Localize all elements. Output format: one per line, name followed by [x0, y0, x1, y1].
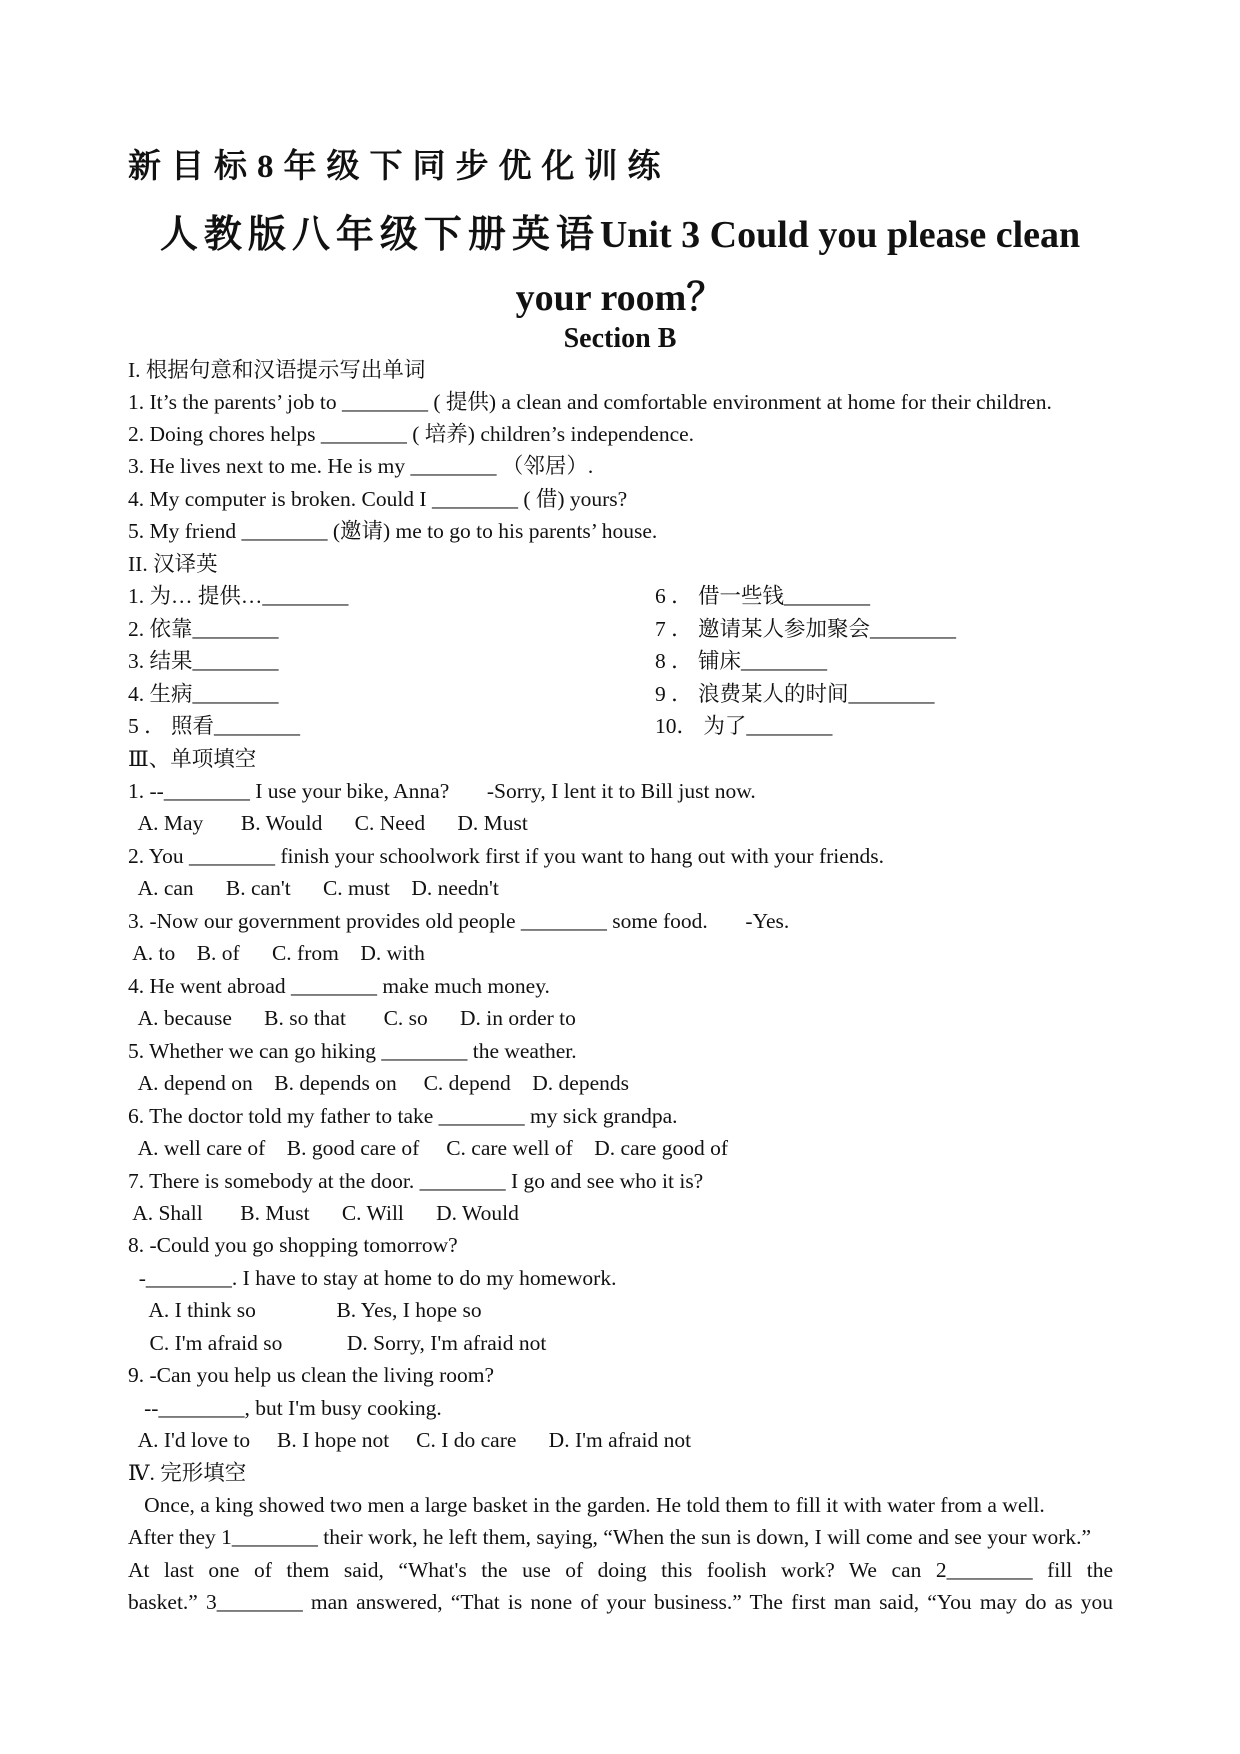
answer-options: A. to B. of C. from D. with: [128, 941, 425, 965]
question-stem: 7. There is somebody at the door. ________ I go and see who it is?: [128, 1169, 704, 1193]
passage-line: After they 1________ their work, he left them, saying, “When the sun is down, I will come and see your work.”: [128, 1525, 1092, 1549]
title-english: Unit 3 Could you please clean: [599, 214, 1081, 256]
part1-item: 5. My friend ________ (邀请) me to go to his parents’ house.: [128, 519, 658, 543]
answer-options: A. I think so B. Yes, I hope so: [128, 1298, 482, 1322]
passage-line: Once, a king showed two men a large basket in the garden. He told them to fill it with water from a well.: [128, 1493, 1045, 1517]
question-stem: 2. You ________ finish your schoolwork first if you want to hang out with your friends.: [128, 844, 885, 868]
part2-item-right: 9 ． 浪费某人的时间________: [655, 682, 935, 706]
part1-heading: I. 根据句意和汉语提示写出单词: [128, 358, 426, 382]
section-label: Section B: [563, 323, 677, 354]
question-stem: 6. The doctor told my father to take ________ my sick grandpa.: [128, 1104, 678, 1128]
series-title: 新目标8年级下同步优化训练: [128, 149, 671, 185]
answer-options: A. because B. so that C. so D. in order to: [128, 1006, 576, 1030]
part2-item-left: 1. 为… 提供…________: [128, 584, 349, 608]
passage-line: basket.” 3________ man answered, “That is none of your business.” The first man said, “You may do as you: [128, 1590, 1113, 1614]
page-title-line2: your room？: [515, 277, 725, 319]
part1-item: 3. He lives next to me. He is my ________ （邻居）.: [128, 454, 594, 478]
question-stem: 1. --________ I use your bike, Anna? -Sorry, I lent it to Bill just now.: [128, 779, 756, 803]
part2-item-right: 10． 为了________: [655, 714, 833, 738]
part1-item: 4. My computer is broken. Could I ________ ( 借) yours?: [128, 487, 628, 511]
part3-heading: Ⅲ、单项填空: [128, 747, 257, 771]
question-stem: 5. Whether we can go hiking ________ the weather.: [128, 1039, 577, 1063]
answer-options: A. Shall B. Must C. Will D. Would: [128, 1201, 519, 1225]
part2-item-left: 2. 依靠________: [128, 617, 279, 641]
answer-options: A. depend on B. depends on C. depend D. depends: [128, 1071, 629, 1095]
part2-heading: II. 汉译英: [128, 552, 218, 576]
passage-line: At last one of them said, “What's the use of doing this foolish work? We can 2________ fill the: [128, 1558, 1113, 1582]
question-stem: 8. -Could you go shopping tomorrow?: [128, 1233, 458, 1257]
answer-options: A. May B. Would C. Need D. Must: [128, 811, 528, 835]
part4-heading: Ⅳ. 完形填空: [128, 1461, 247, 1485]
part1-item: 1. It’s the parents’ job to ________ ( 提供) a clean and comfortable environment at home for their children.: [128, 390, 1052, 414]
part2-item-left: 4. 生病________: [128, 682, 279, 706]
part2-item-left: 5 ． 照看________: [128, 714, 301, 738]
question-stem: --________, but I'm busy cooking.: [128, 1396, 442, 1420]
part2-item-right: 6 ． 借一些钱________: [655, 584, 871, 608]
part1-item: 2. Doing chores helps ________ ( 培养) children’s independence.: [128, 422, 695, 446]
part2-item-right: 8 ． 铺床________: [655, 649, 828, 673]
part2-item-left: 3. 结果________: [128, 649, 279, 673]
question-stem: 3. -Now our government provides old people ________ some food. -Yes.: [128, 909, 790, 933]
answer-options: A. can B. can't C. must D. needn't: [128, 876, 499, 900]
answer-options: C. I'm afraid so D. Sorry, I'm afraid not: [128, 1331, 547, 1355]
part2-item-right: 7 ． 邀请某人参加聚会________: [655, 617, 957, 641]
question-stem: 4. He went abroad ________ make much money.: [128, 974, 550, 998]
answer-options: A. well care of B. good care of C. care well of D. care good of: [128, 1136, 728, 1160]
question-stem: 9. -Can you help us clean the living room?: [128, 1363, 495, 1387]
answer-options: A. I'd love to B. I hope not C. I do care D. I'm afraid not: [128, 1428, 692, 1452]
question-stem: -________. I have to stay at home to do my homework.: [128, 1266, 617, 1290]
title-chinese: 人教版八年级下册英语: [159, 214, 600, 256]
page-title-line1: [0, 203, 1240, 258]
